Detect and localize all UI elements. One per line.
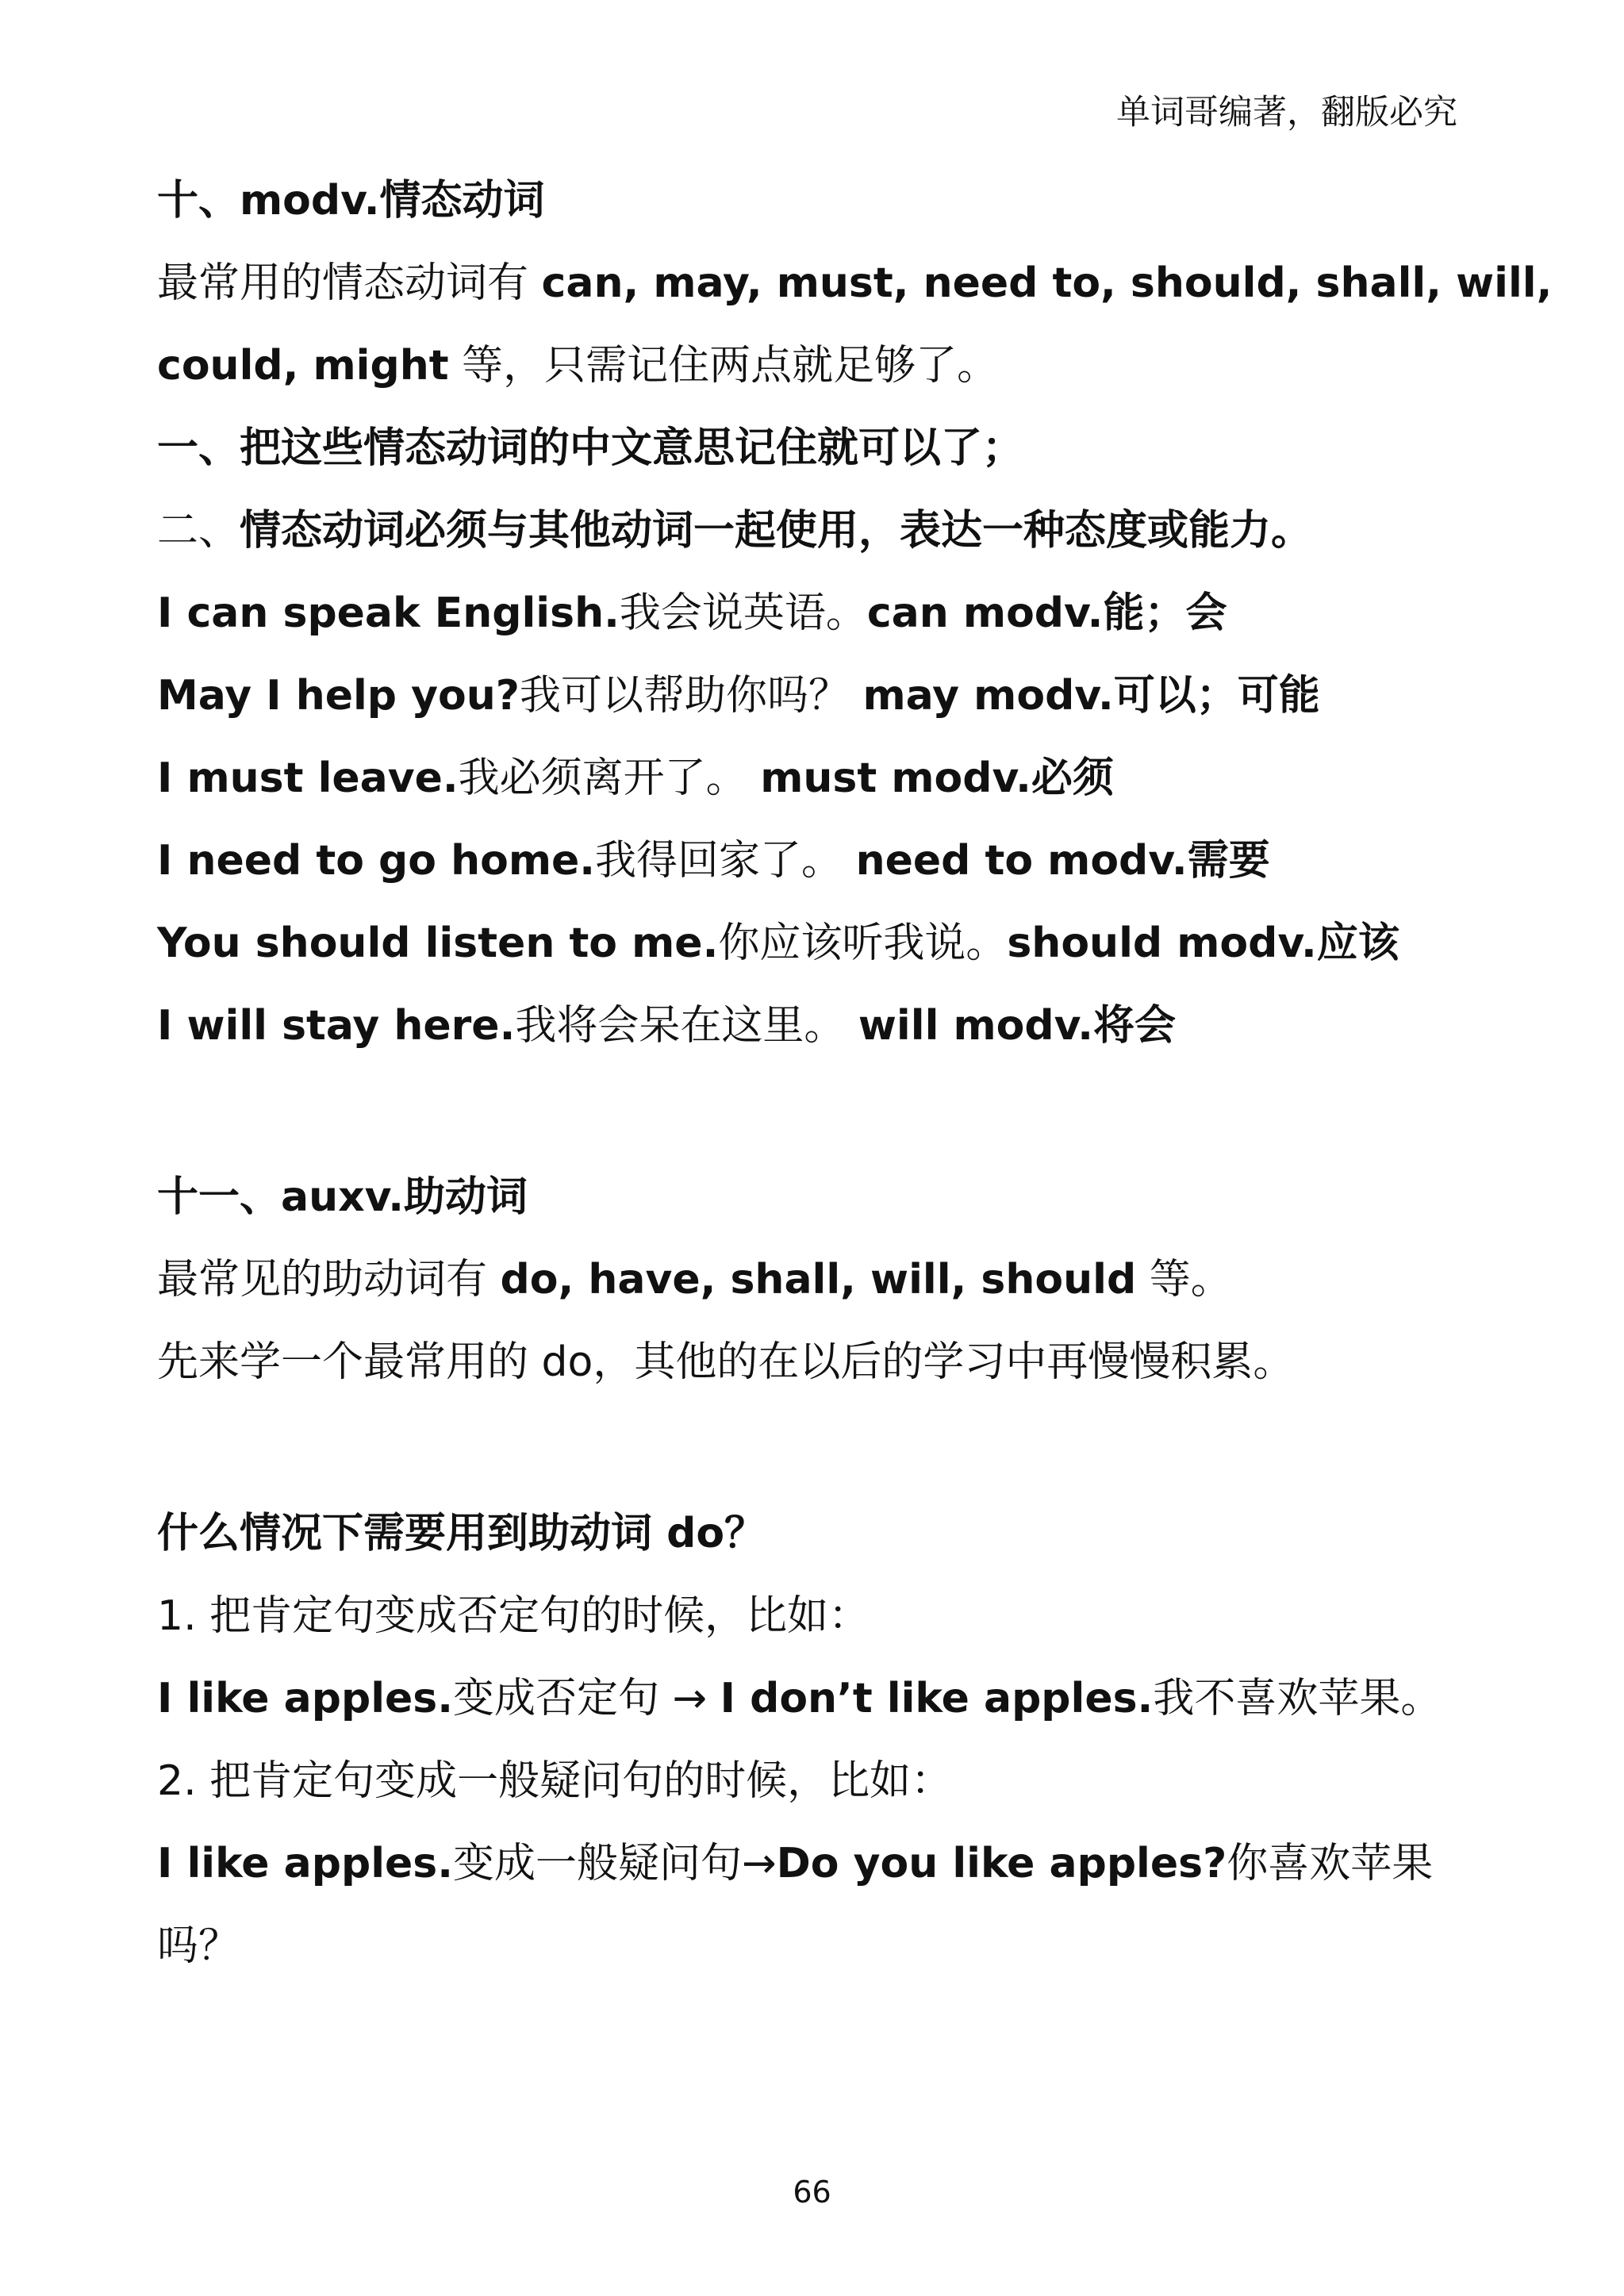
do-usage-title: 什么情况下需要用到助动词 do？ [157, 1510, 766, 1557]
example-english: May I help you? [157, 672, 520, 720]
example-word: should modv. [1007, 920, 1317, 967]
example-english: You should listen to me. [157, 920, 719, 967]
example-chinese: 我会说英语。 [619, 589, 867, 637]
example-meaning: 能；会 [1103, 589, 1227, 637]
example-chinese: 我可以帮助你吗？ [519, 672, 850, 720]
auxiliary-verb-list: do, have, shall, will, should [500, 1256, 1137, 1303]
example-result: Do you like apples? [776, 1840, 1227, 1887]
example-english: I like apples. [157, 1840, 453, 1887]
example-english: I can speak English. [157, 589, 620, 637]
example-meaning: 需要 [1187, 837, 1270, 885]
example-word: must modv. [760, 754, 1031, 802]
point-two-text: 情态动词必须与其他动词一起使用，表达一种态度或能力。 [240, 507, 1313, 555]
example-word: will modv. [858, 1002, 1094, 1050]
example-english: I need to go home. [157, 837, 596, 885]
example-gap [843, 837, 856, 885]
example-meaning: 可以；可能 [1113, 672, 1320, 720]
example-chinese: 我将会呆在这里。 [515, 1002, 846, 1050]
example-transform: 变成一般疑问句→ [453, 1840, 777, 1887]
example-line [157, 833, 1270, 889]
example-word: can modv. [866, 589, 1104, 637]
section-10-intro-line1 [157, 255, 1552, 311]
example-line [157, 916, 1399, 971]
intro-text-end: 等，只需记住两点就足够了。 [448, 342, 999, 390]
example-meaning: 应该 [1316, 920, 1399, 967]
case-two-example-cont: 吗？ [157, 1922, 240, 1970]
section-11-title: 十一、auxv.助动词 [157, 1173, 528, 1221]
point-two-number: 二、 [157, 507, 240, 555]
example-chinese: 你喜欢苹果 [1227, 1840, 1434, 1887]
intro-text-end: 等。 [1136, 1256, 1232, 1303]
example-chinese: 我得回家了。 [595, 837, 843, 885]
example-gap [747, 754, 761, 802]
section-10-title: 十、modv.情态动词 [157, 177, 545, 225]
case-one-example [157, 1671, 1442, 1726]
example-line [157, 751, 1114, 806]
example-word: may modv. [862, 672, 1114, 720]
intro-text: 最常用的情态动词有 [157, 259, 542, 307]
section-11-intro2: 先来学一个最常用的 do，其他的在以后的学习中再慢慢积累。 [157, 1338, 1295, 1386]
example-meaning: 将会 [1093, 1002, 1177, 1050]
modal-verb-list: can, may, must, need to, should, shall, will, [541, 259, 1553, 307]
modal-verb-list-cont: could, might [157, 342, 449, 390]
example-chinese: 我不喜欢苹果。 [1153, 1675, 1442, 1722]
section-11-intro [157, 1252, 1232, 1307]
example-line [157, 668, 1320, 724]
case-one: 1. 把肯定句变成否定句的时候，比如： [157, 1592, 870, 1640]
example-english: I must leave. [157, 754, 459, 802]
example-english: I will stay here. [157, 1002, 516, 1050]
case-two-example [157, 1836, 1433, 1891]
page-header-note: 单词哥编著，翻版必究 [1116, 93, 1457, 132]
example-word: need to modv. [855, 837, 1188, 885]
page-number: 66 [793, 2175, 831, 2210]
example-chinese: 我必须离开了。 [458, 754, 747, 802]
point-one: 一、把这些情态动词的中文意思记住就可以了； [157, 424, 1024, 472]
point-two [157, 503, 1312, 559]
example-gap [845, 1002, 858, 1050]
section-10-intro-line2 [157, 338, 998, 394]
example-result: I don’t like apples. [720, 1675, 1154, 1722]
intro-text: 最常见的助动词有 [157, 1256, 501, 1303]
example-transform: 变成否定句 → [453, 1675, 720, 1722]
example-english: I like apples. [157, 1675, 453, 1722]
example-meaning: 必须 [1031, 754, 1114, 802]
example-line [157, 586, 1227, 641]
example-gap [850, 672, 863, 720]
example-line [157, 998, 1176, 1054]
case-two: 2. 把肯定句变成一般疑问句的时候，比如： [157, 1757, 953, 1805]
example-chinese: 你应该听我说。 [718, 920, 1008, 967]
